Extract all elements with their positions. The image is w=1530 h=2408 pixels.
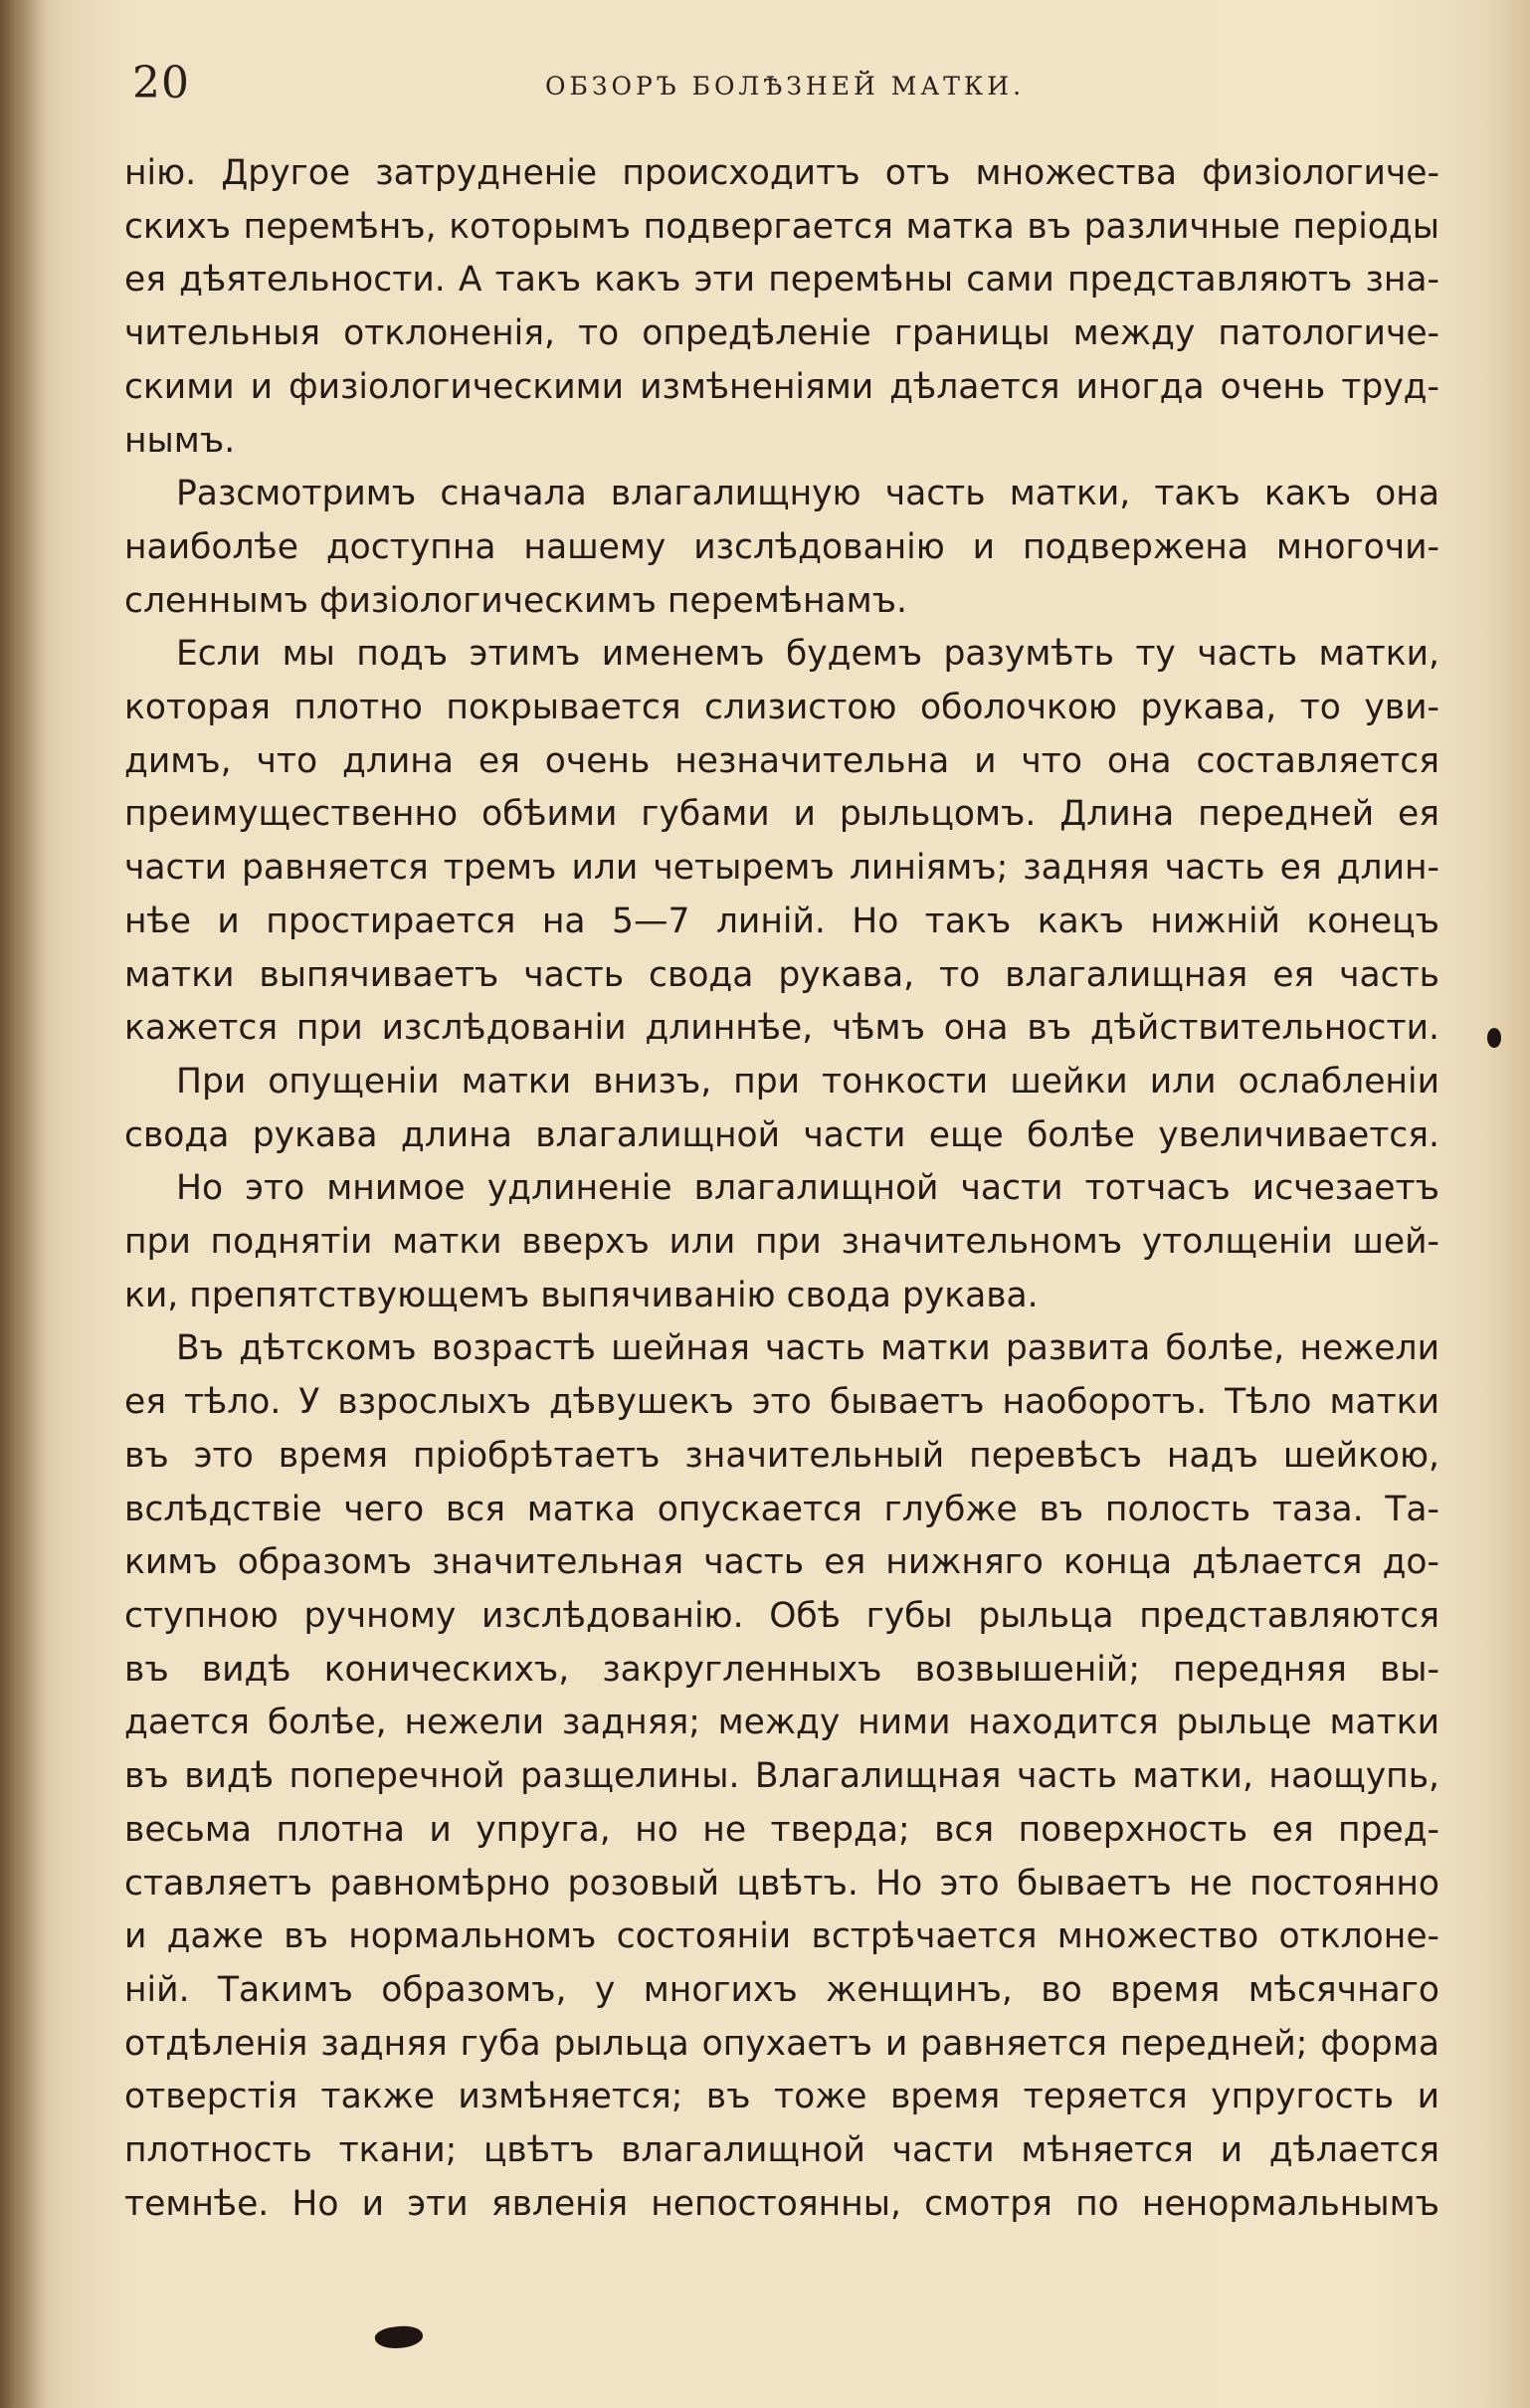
text-line: наиболѣе доступна нашему изслѣдованію и подвержена многочи- xyxy=(124,526,1439,567)
text-line: части равняется тремъ или четыремъ линіямъ; задняя часть ея длин- xyxy=(124,848,1439,889)
ink-smudge xyxy=(374,2323,425,2351)
text-line: ступною ручному изслѣдованію. Обѣ губы рыльца представляются xyxy=(124,1595,1439,1636)
binding-shadow xyxy=(0,0,50,2408)
running-head: ОБЗОРЪ БОЛѢЗНЕЙ МАТКИ. xyxy=(545,72,1026,100)
text-line: скими и физіологическими измѣненіями дѣлается иногда очень труд- xyxy=(124,366,1439,407)
text-line: При опущеніи матки внизъ, при тонкости шейки или ослабленіи xyxy=(176,1061,1439,1102)
paragraph xyxy=(124,468,1439,628)
text-line: чительныя отклоненія, то опредѣленіе границы между патологиче- xyxy=(124,313,1439,354)
paragraph xyxy=(124,147,1439,468)
text-line: Въ дѣтскомъ возрастѣ шейная часть матки развита болѣе, нежели xyxy=(176,1328,1439,1369)
text-line: въ видѣ коническихъ, закругленныхъ возвышеній; передняя вы- xyxy=(124,1649,1439,1690)
text-line: вслѣдствіе чего вся матка опускается глубже въ полость таза. Та- xyxy=(124,1489,1439,1529)
paragraph xyxy=(124,1056,1439,1162)
text-line: Но это мнимое удлиненіе влагалищной части тотчасъ исчезаетъ xyxy=(176,1168,1439,1209)
text-line: весьма плотна и упруга, но не тверда; вся поверхность ея пред- xyxy=(124,1809,1439,1850)
text-line: въ видѣ поперечной разщелины. Влагалищная часть матки, наощупь, xyxy=(124,1756,1439,1797)
text-line: преимущественно обѣими губами и рыльцомъ. Длина передней ея xyxy=(124,794,1439,835)
text-line: ставляетъ равномѣрно розовый цвѣтъ. Но это бываетъ не постоянно xyxy=(124,1863,1439,1904)
text-line: кажется при изслѣдованіи длиннѣе, чѣмъ она въ дѣйствительности. xyxy=(124,1008,1439,1049)
text-line: ея дѣятельности. А такъ какъ эти перемѣны сами представляютъ зна- xyxy=(124,260,1439,301)
paragraph xyxy=(124,628,1439,1056)
text-line: ній. Такимъ образомъ, у многихъ женщинъ, во время мѣсячнаго xyxy=(124,1969,1439,2010)
text-line: ки, препятствующемъ выпячиванію свода рукава. xyxy=(124,1275,1039,1315)
text-line: отверстія также измѣняется; въ тоже время теряется упругость и xyxy=(124,2077,1439,2117)
text-line: матки выпячиваетъ часть свода рукава, то влагалищная ея часть xyxy=(124,954,1439,995)
page-number: 20 xyxy=(132,58,190,108)
text-line: нѣе и простирается на 5—7 линій. Но такъ какъ нижній конецъ xyxy=(124,901,1439,941)
text-line: ея тѣло. У взрослыхъ дѣвушекъ это бываетъ наоборотъ. Тѣло матки xyxy=(124,1382,1439,1423)
text-line: дается болѣе, нежели задняя; между ними находится рыльце матки xyxy=(124,1703,1439,1743)
text-line: нымъ. xyxy=(124,420,236,461)
paragraph xyxy=(124,1322,1439,2231)
text-line: плотность ткани; цвѣтъ влагалищной части мѣняется и дѣлается xyxy=(124,2130,1439,2171)
text-line: димъ, что длина ея очень незначительна и что она составляется xyxy=(124,740,1439,781)
text-line: кимъ образомъ значительная часть ея нижняго конца дѣлается до- xyxy=(124,1542,1439,1583)
text-line: отдѣленія задняя губа рыльца опухаетъ и равняется передней; форма xyxy=(124,2023,1439,2064)
text-line: Если мы подъ этимъ именемъ будемъ разумѣть ту часть матки, xyxy=(176,634,1439,675)
text-line: сленнымъ физіологическимъ перемѣнамъ. xyxy=(124,580,908,621)
text-line: и даже въ нормальномъ состояніи встрѣчается множество отклоне- xyxy=(124,1916,1439,1957)
body-text xyxy=(124,147,1439,2231)
text-line: темнѣе. Но и эти явленія непостоянны, смотря по ненормальнымъ xyxy=(124,2183,1439,2224)
text-line: въ это время пріобрѣтаетъ значительный перевѣсъ надъ шейкою, xyxy=(124,1435,1439,1476)
paragraph xyxy=(124,1162,1439,1322)
ink-spot xyxy=(1487,1028,1501,1048)
text-line: при поднятіи матки вверхъ или при значительномъ утолщеніи шей- xyxy=(124,1222,1439,1263)
text-line: свода рукава длина влагалищной части еще болѣе увеличивается. xyxy=(124,1114,1439,1155)
text-line: Разсмотримъ сначала влагалищную часть матки, такъ какъ она xyxy=(176,474,1439,514)
text-line: нію. Другое затрудненіе происходитъ отъ множества физіологиче- xyxy=(124,153,1439,193)
text-line: которая плотно покрывается слизистою оболочкою рукава, то уви- xyxy=(124,688,1439,728)
text-line: скихъ перемѣнъ, которымъ подвергается матка въ различные періоды xyxy=(124,206,1439,247)
page-header xyxy=(0,58,1530,117)
